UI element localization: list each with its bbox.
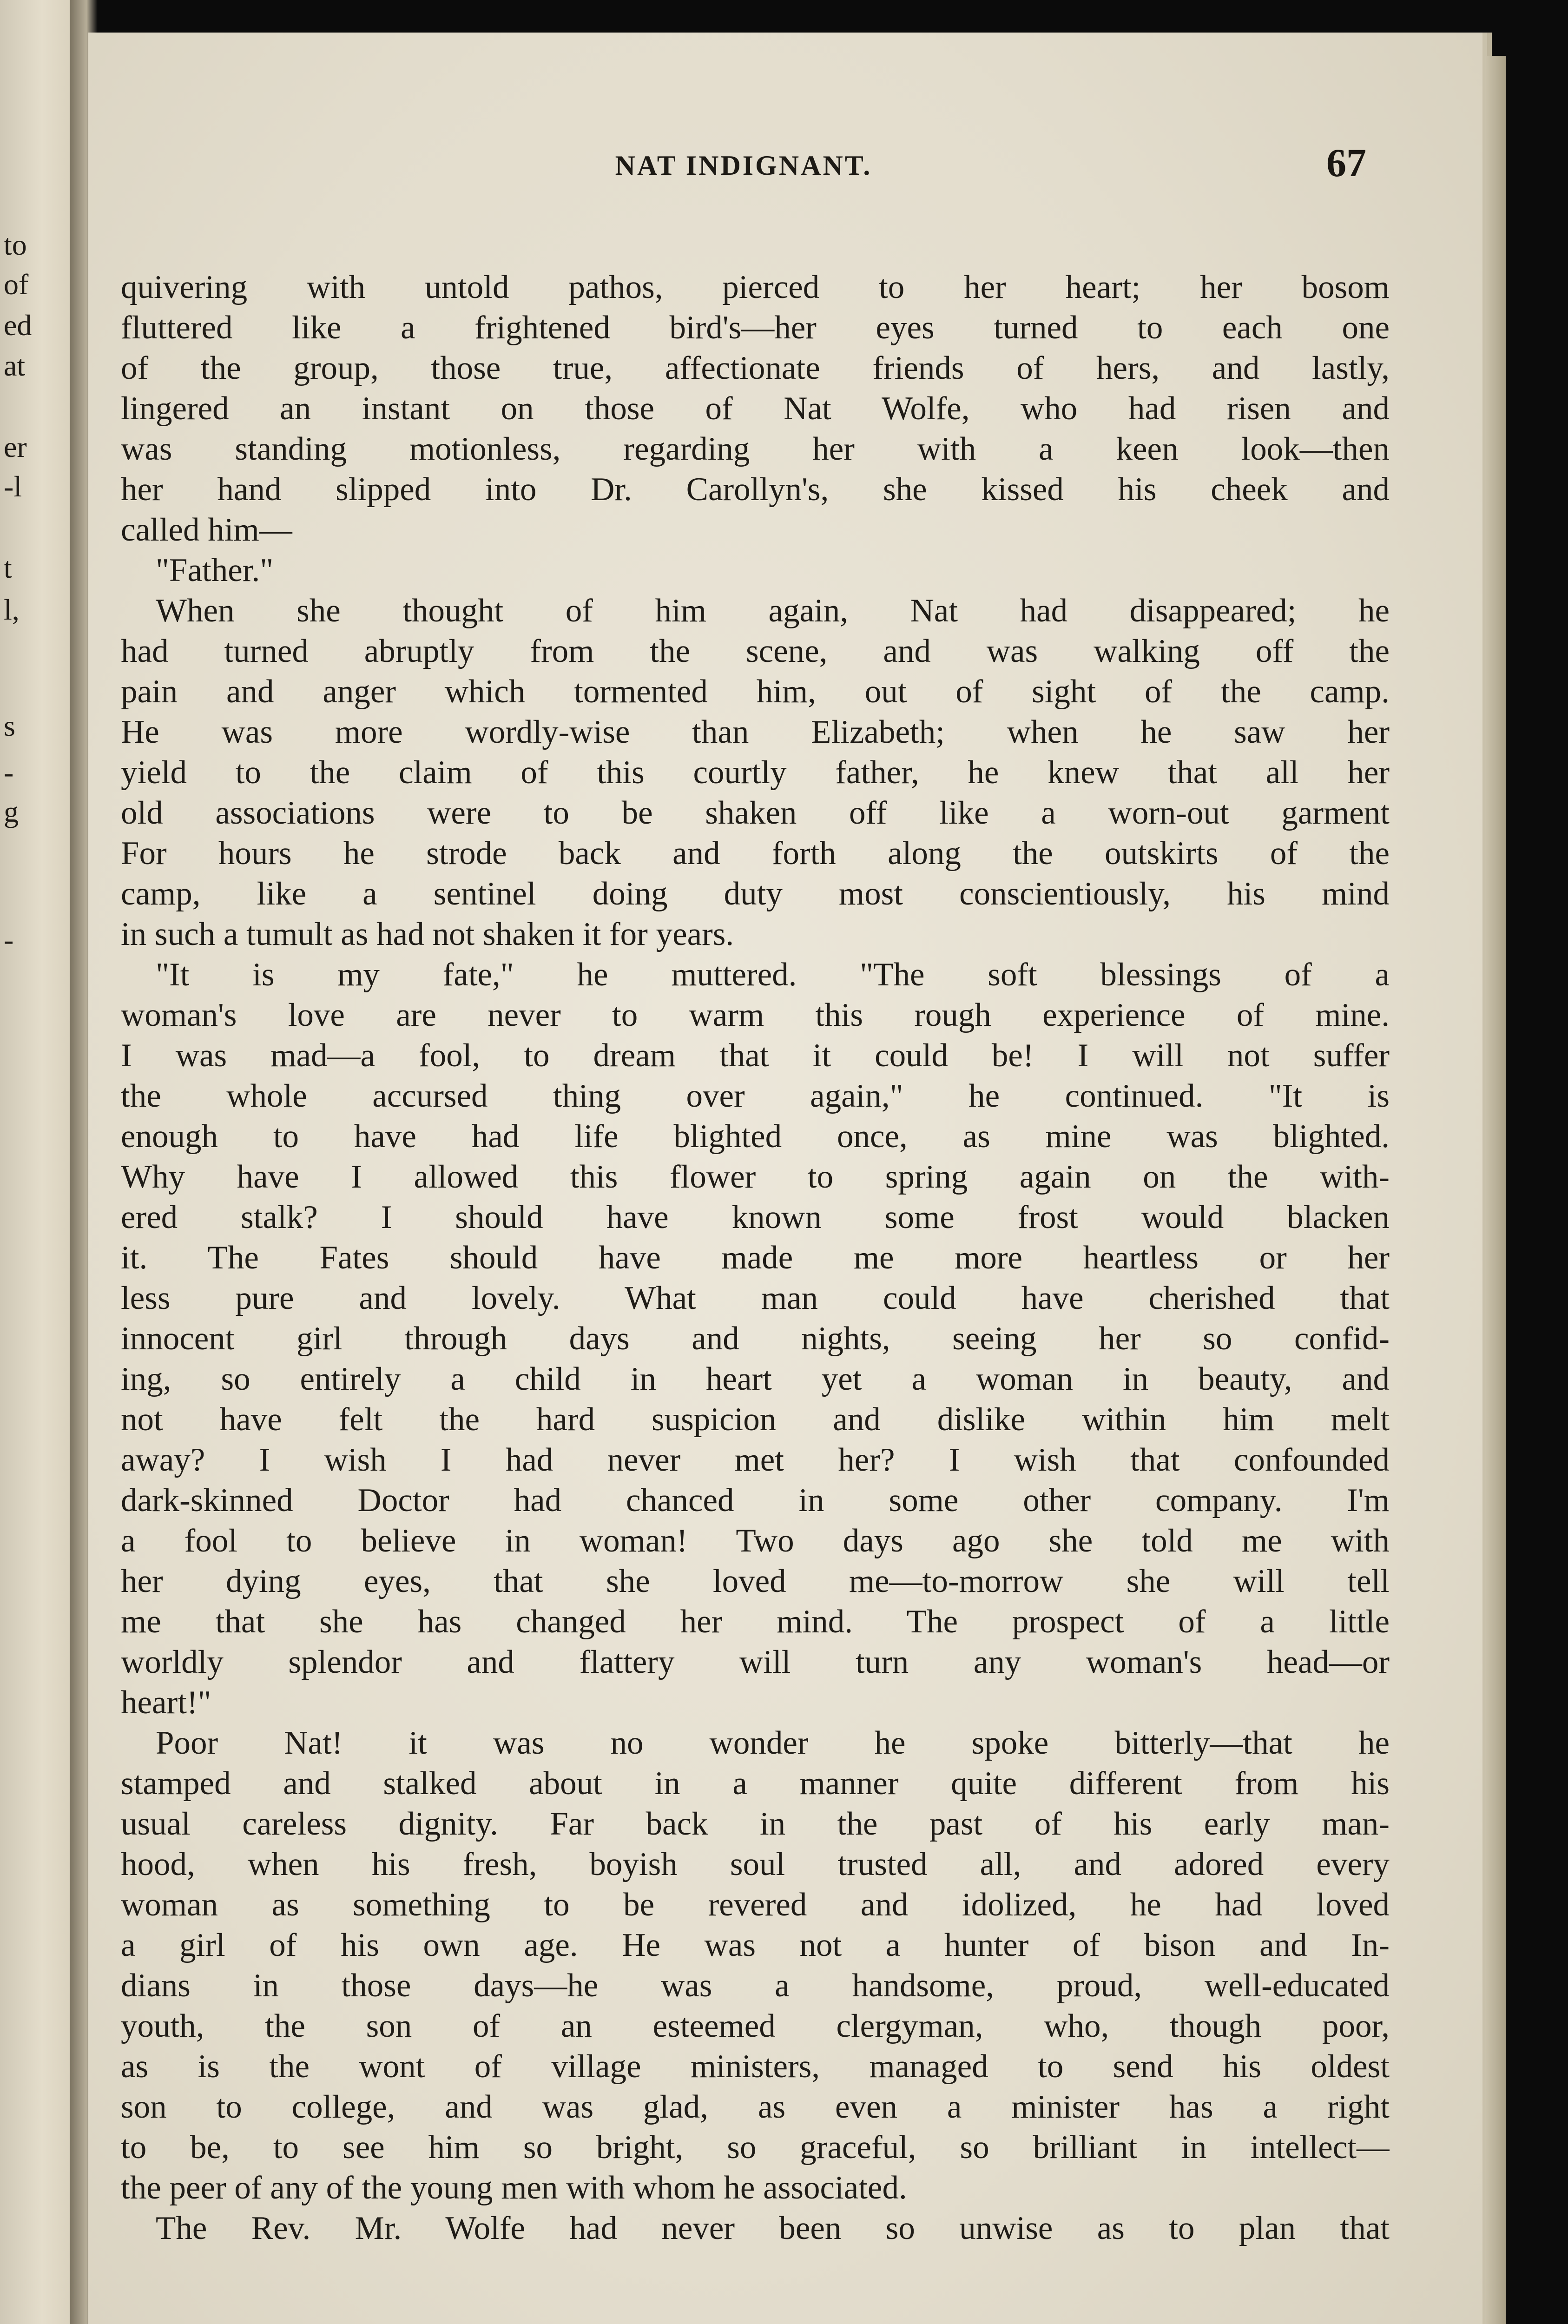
left-page-fragment: s <box>4 709 15 742</box>
text-line: "It is my fate," he muttered. "The soft blessings of a <box>156 957 1390 993</box>
running-head: NAT INDIGNANT. <box>615 150 872 181</box>
page-number: 67 <box>1326 140 1366 185</box>
text-line: called him— <box>121 512 292 548</box>
book-page <box>88 33 1482 2324</box>
text-line: a girl of his own age. He was not a hunter of bison and In- <box>121 1927 1390 1963</box>
text-line: away? I wish I had never met her? I wish that confounded <box>121 1442 1390 1478</box>
text-line: dark-skinned Doctor had chanced in some other company. I'm <box>121 1482 1390 1519</box>
left-facing-page <box>0 0 77 2324</box>
text-line: "Father." <box>156 552 274 588</box>
body-text <box>121 267 1390 2249</box>
left-page-fragment: of <box>4 268 29 301</box>
text-line: heart!" <box>121 1684 211 1721</box>
page-header <box>125 139 1366 186</box>
text-line: less pure and lovely. What man could have cherished that <box>121 1280 1390 1316</box>
text-line: innocent girl through days and nights, seeing her so confid- <box>121 1320 1390 1357</box>
text-line: fluttered like a frightened bird's—her eyes turned to each one <box>121 310 1390 346</box>
text-line: her dying eyes, that she loved me—to-morrow she will tell <box>121 1563 1390 1599</box>
text-line: the whole accursed thing over again," he continued. "It is <box>121 1078 1390 1114</box>
text-line: woman as something to be revered and idolized, he had loved <box>121 1887 1390 1923</box>
text-line: son to college, and was glad, as even a minister has a right <box>121 2089 1390 2125</box>
text-line: me that she has changed her mind. The prospect of a little <box>121 1604 1390 1640</box>
left-page-fragment: -l <box>4 470 22 503</box>
left-page-fragment: l, <box>4 593 20 626</box>
left-page-fragment: t <box>4 551 12 584</box>
text-line: For hours he strode back and forth along the outskirts of the <box>121 835 1390 872</box>
left-page-fragment: - <box>4 756 14 789</box>
left-page-fragment: ed <box>4 309 32 342</box>
left-page-fragment: to <box>4 228 27 261</box>
text-line: a fool to believe in woman! Two days ago she told me with <box>121 1523 1390 1559</box>
text-line: yield to the claim of this courtly father, he knew that all her <box>121 754 1390 791</box>
text-line: her hand slipped into Dr. Carollyn's, she kissed his cheek and <box>121 471 1390 508</box>
left-page-fragment: er <box>4 430 27 463</box>
text-line: lingered an instant on those of Nat Wolfe, who had risen and <box>121 390 1390 427</box>
text-line: hood, when his fresh, boyish soul trusted all, and adored every <box>121 1846 1390 1882</box>
text-line: Poor Nat! it was no wonder he spoke bitterly—that he <box>156 1725 1390 1761</box>
text-line: old associations were to be shaken off like a worn-out garment <box>121 795 1390 831</box>
text-line: pain and anger which tormented him, out of sight of the camp. <box>121 673 1390 710</box>
text-line: it. The Fates should have made me more heartless or her <box>121 1240 1390 1276</box>
text-line: had turned abruptly from the scene, and was walking off the <box>121 633 1390 669</box>
text-line: usual careless dignity. Far back in the past of his early man- <box>121 1806 1390 1842</box>
text-line: quivering with untold pathos, pierced to her heart; her bosom <box>121 269 1390 305</box>
text-line: Why have I allowed this flower to spring again on the with- <box>121 1159 1390 1195</box>
text-line: He was more wordly-wise than Elizabeth; when he saw her <box>121 714 1390 750</box>
text-line: of the group, those true, affectionate friends of hers, and lastly, <box>121 350 1390 386</box>
text-line: The Rev. Mr. Wolfe had never been so unwise as to plan that <box>156 2210 1390 2246</box>
left-page-fragment: at <box>4 349 26 382</box>
text-line: ing, so entirely a child in heart yet a woman in beauty, and <box>121 1361 1390 1397</box>
text-line: ered stalk? I should have known some frost would blacken <box>121 1199 1390 1235</box>
text-line: the peer of any of the young men with whom he associated. <box>121 2170 907 2206</box>
left-page-fragment: g <box>4 795 19 828</box>
text-line: was standing motionless, regarding her with a keen look—then <box>121 431 1390 467</box>
text-line: camp, like a sentinel doing duty most conscientiously, his mind <box>121 876 1390 912</box>
text-line: I was mad—a fool, to dream that it could be! I will not suffer <box>121 1037 1390 1074</box>
text-line: youth, the son of an esteemed clergyman, who, though poor, <box>121 2008 1390 2044</box>
text-line: When she thought of him again, Nat had disappeared; he <box>156 593 1390 629</box>
text-line: enough to have had life blighted once, as mine was blighted. <box>121 1118 1390 1155</box>
text-line: not have felt the hard suspicion and dislike within him melt <box>121 1401 1390 1438</box>
text-line: to be, to see him so bright, so graceful, so brilliant in intellect— <box>121 2129 1390 2166</box>
text-line: in such a tumult as had not shaken it for years. <box>121 916 734 952</box>
text-line: worldly splendor and flattery will turn any woman's head—or <box>121 1644 1390 1680</box>
text-line: dians in those days—he was a handsome, proud, well-educated <box>121 1967 1390 2004</box>
left-page-fragment: - <box>4 923 14 956</box>
text-line: woman's love are never to warm this rough experience of mine. <box>121 997 1390 1033</box>
text-line: as is the wont of village ministers, managed to send his oldest <box>121 2048 1390 2085</box>
page-edge <box>1485 56 1506 2324</box>
text-line: stamped and stalked about in a manner quite different from his <box>121 1765 1390 1802</box>
